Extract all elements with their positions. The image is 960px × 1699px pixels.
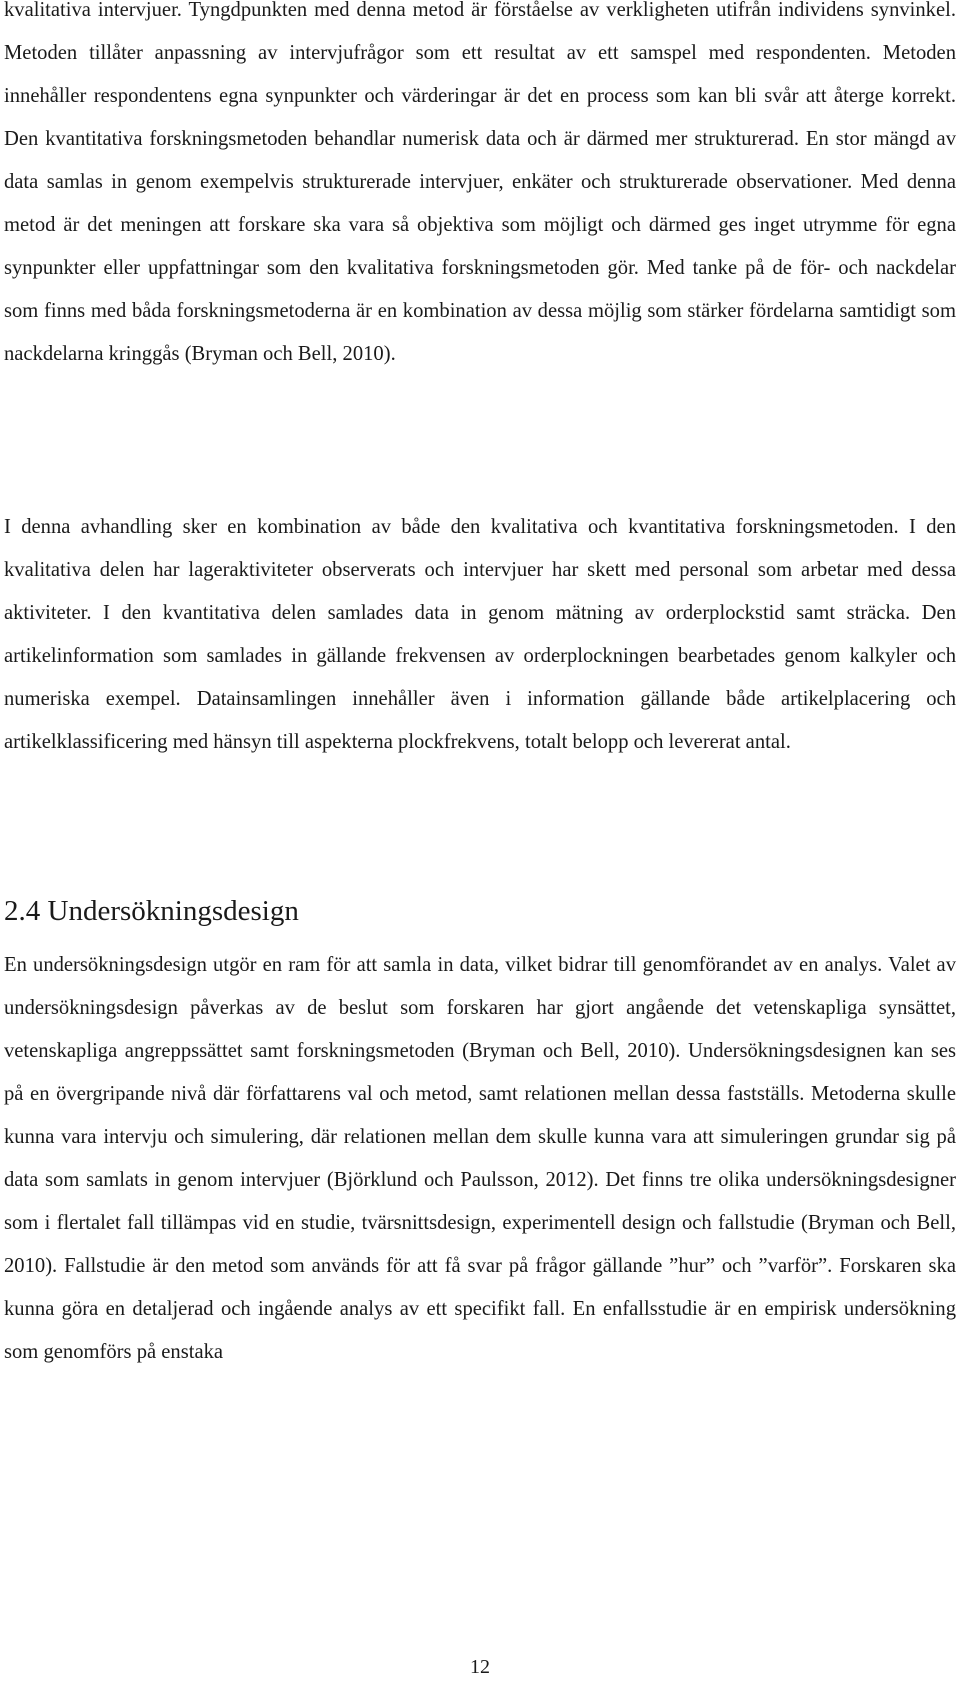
body-paragraph-design: En undersökningsdesign utgör en ram för att samla in data, vilket bidrar till genomförandet av en analys. Valet av undersökningsdesign påverkas av de beslut som forskaren har gjort angående det vetenskapliga synsättet, vetenskapliga angreppssättet samt forskningsmetoden (Bryman och Bell, 2010). Undersökningsdesignen kan ses på en övergripande nivå där författarens val och metod, samt relationen mellan dessa fastställs. Metoderna skulle kunna vara intervju och simulering, där relationen mellan dem skulle kunna vara att simuleringen grundar sig på data som samlats in genom intervjuer (Björklund och Paulsson, 2012). Det finns tre olika undersökningsdesigner som i flertalet fall tillämpas vid en studie, tvärsnittsdesign, experimentell design och fallstudie (Bryman och Bell, 2010). Fallstudie är den metod som används för att få svar på frågor gällande ”hur” och ”varför”. Forskaren ska kunna göra en detaljerad och ingående analys av ett specifikt fall. En enfallsstudie är en empirisk undersökning som genomförs på enstaka (4, 954, 956, 1363)
body-paragraph-methods: kvalitativa intervjuer. Tyngdpunkten med denna metod är förståelse av verkligheten utifrån individens synvinkel. Metoden tillåter anpassning av intervjufrågor som ett resultat av ett samspel med respondenten. Metoden innehåller respondentens egna synpunkter och värderingar är det en process som kan bli svår att återge korrekt. Den kvantitativa forskningsmetoden behandlar numerisk data och är därmed mer strukturerad. En stor mängd av data samlas in genom exempelvis strukturerade intervjuer, enkäter och strukturerade observationer. Med denna metod är det meningen att forskare ska vara så objektiva som möjligt och därmed ges inget utrymme för egna synpunkter eller uppfattningar som den kvalitativa forskningsmetoden gör. Med tanke på de för- och nackdelar som finns med båda forskningsmetoderna är en kombination av dessa möjlig som stärker fördelarna samtidigt som nackdelarna kringgås (Bryman och Bell, 2010). (4, 0, 956, 365)
section-heading: 2.4 Undersökningsdesign (4, 895, 299, 927)
body-paragraph-combination: I denna avhandling sker en kombination av både den kvalitativa och kvantitativa forskningsmetoden. I den kvalitativa delen har lageraktiviteter observerats och intervjuer har skett med personal som arbetar med dessa aktiviteter. I den kvantitativa delen samlades data in genom mätning av orderplockstid samt sträcka. Den artikelinformation som samlades in gällande frekvensen av orderplockningen bearbetades genom kalkyler och numeriska exempel. Datainsamlingen innehåller även i information gällande både artikelplacering och artikelklassificering med hänsyn till aspekterna plockfrekvens, totalt belopp och levererat antal. (4, 516, 956, 753)
page-number: 12 (470, 1656, 490, 1678)
